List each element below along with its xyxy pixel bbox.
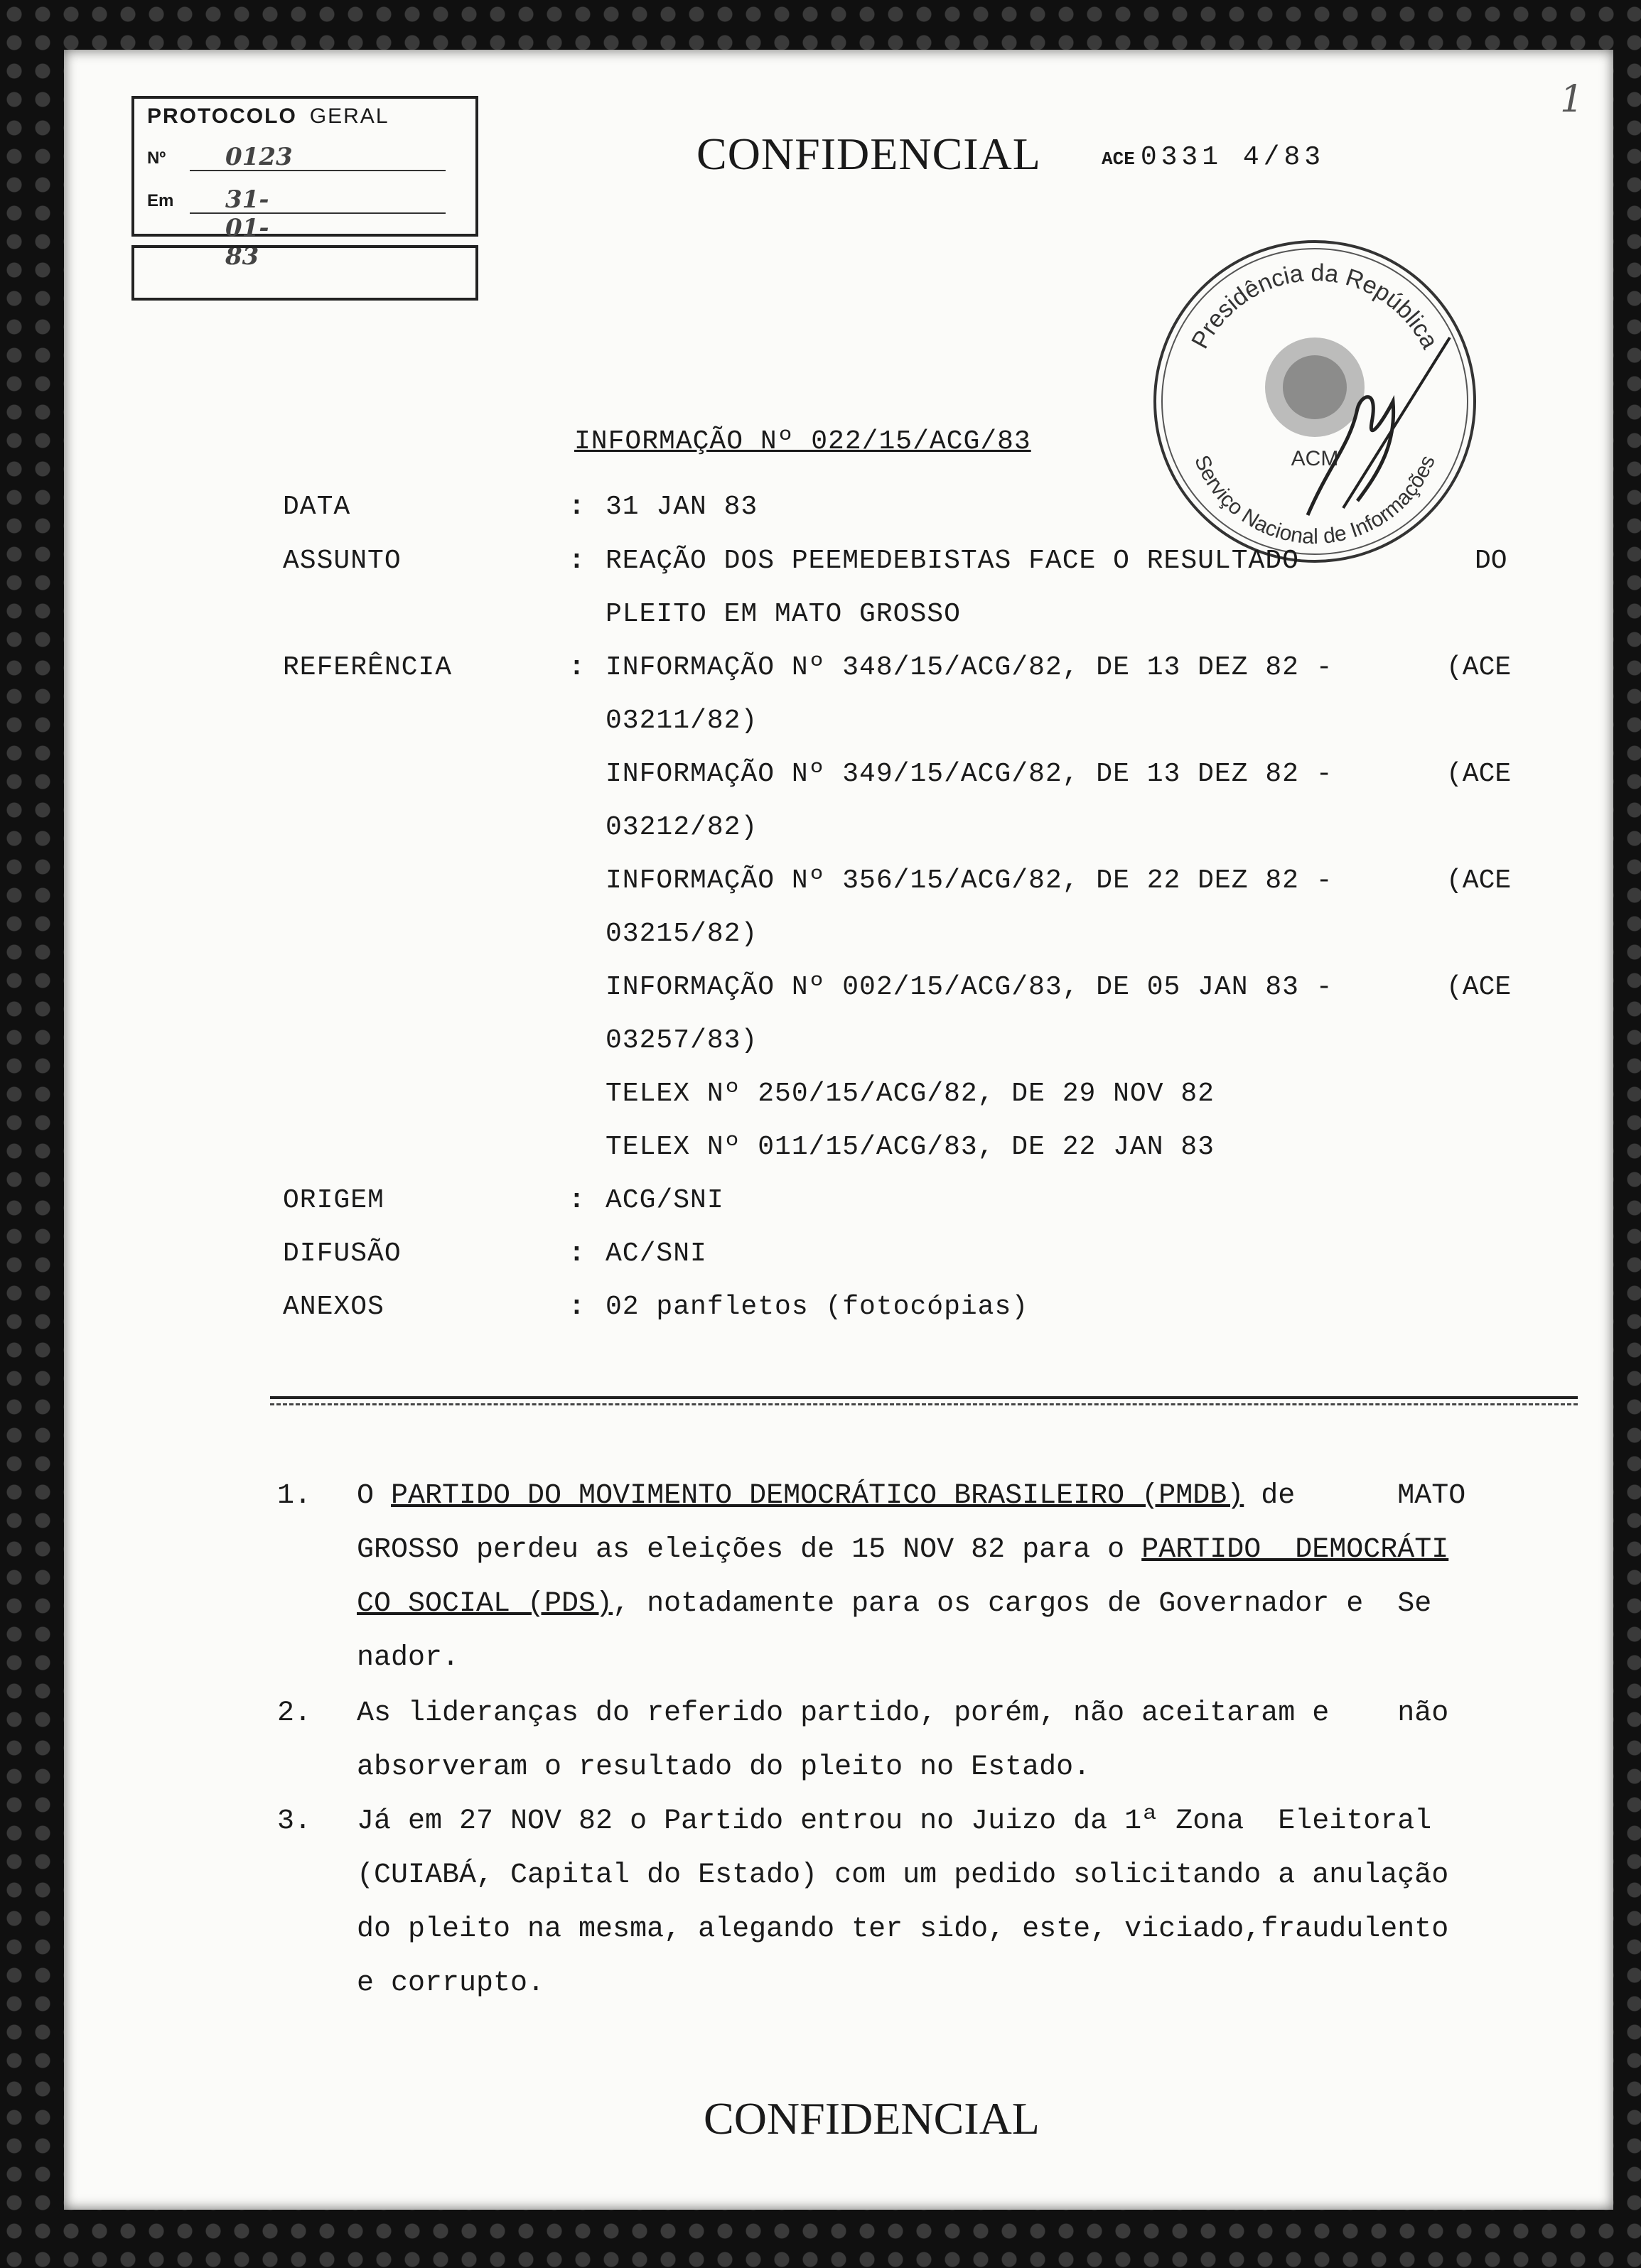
assunto-line-2: PLEITO EM MATO GROSSO: [606, 599, 961, 630]
difusao-label: DIFUSÃO: [283, 1238, 402, 1269]
paragraph-1-line-1: [357, 1469, 1585, 1523]
p1-party-pds-b: CO SOCIAL (PDS): [357, 1588, 613, 1620]
difusao-colon: :: [569, 1238, 585, 1269]
reference-1-line-2: 03211/82): [606, 706, 758, 736]
paragraph-3-line-4: e corrupto.: [357, 1967, 545, 1999]
p1-text-b: de MATO: [1244, 1480, 1466, 1512]
reference-1-line-1: INFORMAÇÃO Nº 348/15/ACG/82, DE 13 DEZ 82 -: [606, 652, 1333, 683]
assunto-line-1-end: DO: [1475, 546, 1507, 576]
protocol-date-label: Em: [147, 191, 174, 210]
paragraph-3-number: 3.: [277, 1805, 312, 1837]
paragraph-2-line-2: absorveram o resultado do pleito no Estado.: [357, 1751, 1091, 1783]
paragraph-1-text: [357, 1469, 1585, 1685]
assunto-colon: :: [569, 546, 585, 576]
protocol-title-label: PROTOCOLO: [147, 104, 297, 128]
ace-code: [1102, 142, 1325, 173]
anexos-value: 02 panfletos (fotocópias): [606, 1292, 1029, 1322]
reference-3-line-2: 03215/82): [606, 919, 758, 949]
protocol-stamp: [131, 96, 478, 271]
seal-center-text: ACM: [1291, 447, 1339, 470]
blank-stamp-box: [131, 245, 478, 301]
telex-1: TELEX Nº 250/15/ACG/82, DE 29 NOV 82: [606, 1079, 1215, 1109]
difusao-value: AC/SNI: [606, 1238, 707, 1269]
assunto-line-1: REAÇÃO DOS PEEMEDEBISTAS FACE O RESULTADO: [606, 546, 1299, 576]
reference-4-line-2: 03257/83): [606, 1025, 758, 1056]
protocol-number-value: 0123: [225, 143, 293, 171]
document-title: INFORMAÇÃO Nº 022/15/ACG/83: [574, 426, 1031, 457]
paragraph-2-number: 2.: [277, 1697, 312, 1729]
paragraph-3-text: [357, 1795, 1585, 2011]
referencia-colon: :: [569, 652, 585, 683]
protocol-geral-label: GERAL: [309, 104, 389, 128]
data-colon: :: [569, 492, 585, 522]
telex-2: TELEX Nº 011/15/ACG/83, DE 22 JAN 83: [606, 1132, 1215, 1162]
origem-label: ORIGEM: [283, 1185, 384, 1216]
paragraph-3-line-1: Já em 27 NOV 82 o Partido entrou no Juizo da 1ª Zona Eleitoral: [357, 1805, 1432, 1837]
paragraph-1-line-4: nador.: [357, 1642, 460, 1674]
p1-party-pds-a: PARTIDO DEMOCRÁTI: [1141, 1534, 1449, 1566]
reference-2-line-2: 03212/82): [606, 812, 758, 843]
reference-2-end: (ACE: [1446, 759, 1512, 789]
reference-3-line-1: INFORMAÇÃO Nº 356/15/ACG/82, DE 22 DEZ 82 -: [606, 865, 1333, 896]
presidency-seal: [1144, 231, 1485, 572]
anexos-label: ANEXOS: [283, 1292, 384, 1322]
data-label: DATA: [283, 492, 351, 522]
p1-text-d: , notadamente para os cargos de Governador e Se: [613, 1588, 1432, 1620]
p1-party-pmdb: PARTIDO DO MOVIMENTO DEMOCRÁTICO BRASILEIRO (PMDB): [391, 1480, 1244, 1512]
paragraph-2-text: [357, 1687, 1585, 1795]
ace-prefix: ACE: [1102, 148, 1135, 170]
section-divider-dashed: [270, 1403, 1578, 1405]
seal-outer-text: Presidência da República: [1186, 259, 1443, 353]
anexos-colon: :: [569, 1292, 585, 1322]
reference-1-end: (ACE: [1446, 652, 1512, 683]
data-value: 31 JAN 83: [606, 492, 758, 522]
seal-bottom-text: Serviço Nacional de Informações: [1190, 452, 1440, 549]
protocol-number-line: [147, 143, 293, 171]
reference-4-line-1: INFORMAÇÃO Nº 002/15/ACG/83, DE 05 JAN 83 -: [606, 972, 1333, 1003]
paragraph-3-line-3: do pleito na mesma, alegando ter sido, este, viciado,fraudulento: [357, 1913, 1449, 1945]
referencia-label: REFERÊNCIA: [283, 652, 453, 683]
paragraph-1-line-2: [357, 1523, 1585, 1577]
classification-footer: CONFIDENCIAL: [704, 2093, 1040, 2144]
document-page: [64, 50, 1613, 2210]
protocol-number-label: Nº: [147, 148, 166, 168]
paragraph-2-line-1: As lideranças do referido partido, porém, não aceitaram e não: [357, 1697, 1449, 1729]
origem-value: ACG/SNI: [606, 1185, 724, 1216]
page-mark: 1: [1560, 78, 1584, 121]
section-divider: [270, 1396, 1578, 1399]
ace-number: 0331 4/83: [1140, 142, 1325, 173]
protocol-date-value: 31-01-83: [225, 185, 269, 271]
p1-text-c: GROSSO perdeu as eleições de 15 NOV 82 para o: [357, 1534, 1142, 1566]
reference-4-end: (ACE: [1446, 972, 1512, 1003]
origem-colon: :: [569, 1185, 585, 1216]
p1-text-a: O: [357, 1480, 392, 1512]
paragraph-1-line-3: [357, 1577, 1585, 1631]
classification-header: CONFIDENCIAL: [696, 129, 1041, 179]
reference-2-line-1: INFORMAÇÃO Nº 349/15/ACG/82, DE 13 DEZ 82 -: [606, 759, 1333, 789]
assunto-label: ASSUNTO: [283, 546, 402, 576]
paragraph-3-line-2: (CUIABÁ, Capital do Estado) com um pedido solicitando a anulação: [357, 1859, 1449, 1891]
reference-3-end: (ACE: [1446, 865, 1512, 896]
protocol-title: [147, 104, 389, 129]
protocol-date-line: [147, 185, 269, 271]
paragraph-1-number: 1.: [277, 1480, 312, 1512]
